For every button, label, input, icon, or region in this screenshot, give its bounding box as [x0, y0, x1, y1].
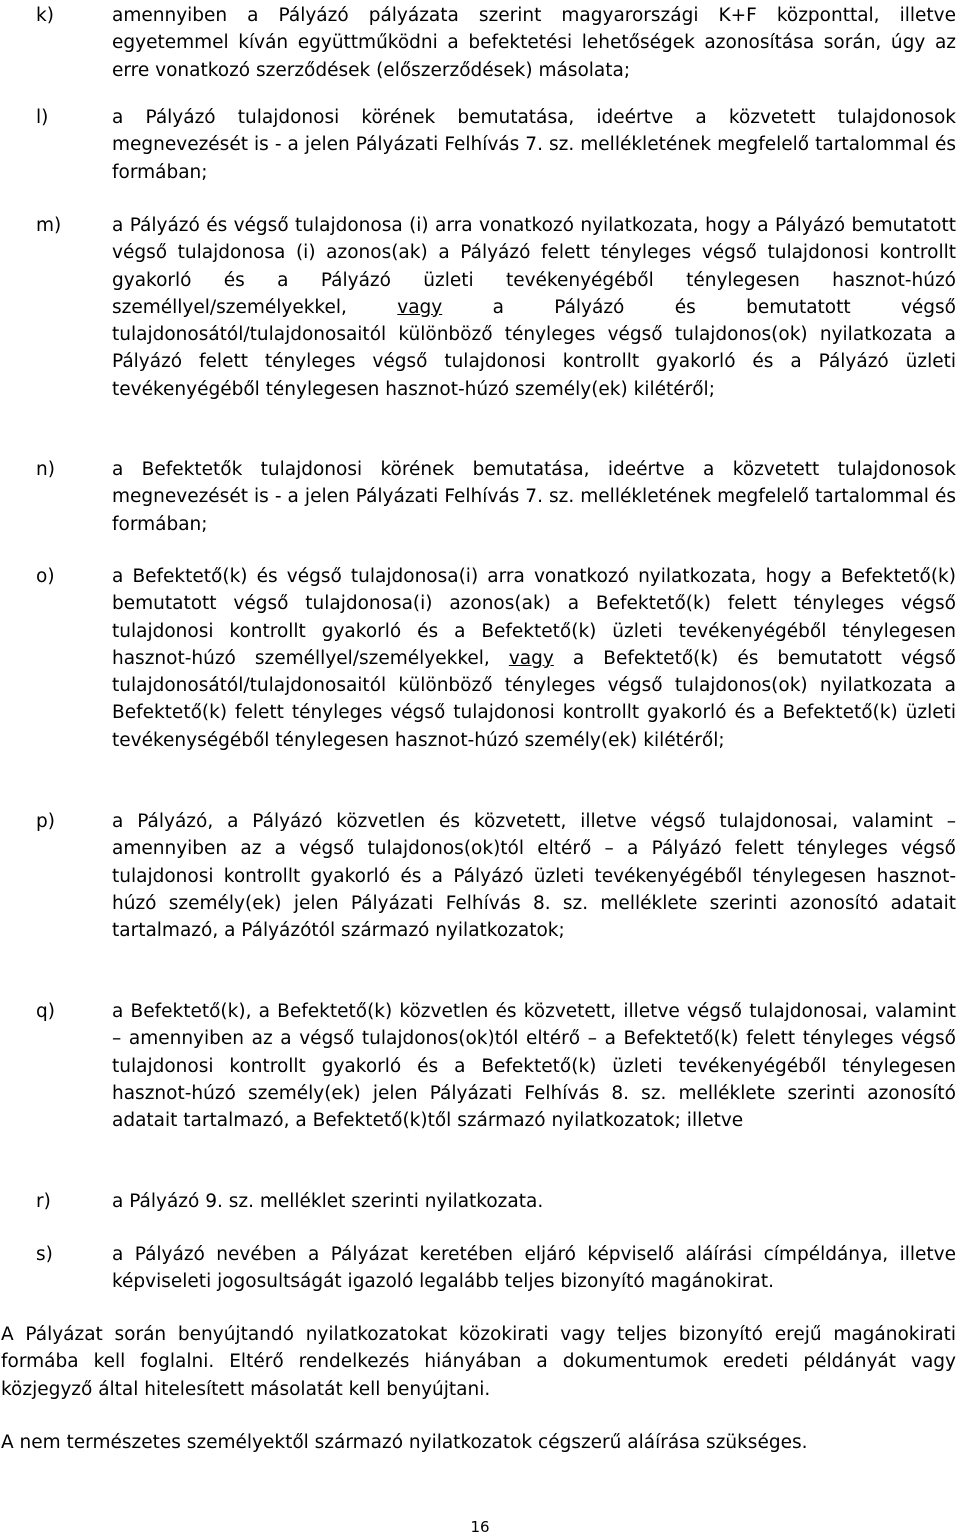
item-text: a Pályázó 9. sz. melléklet szerinti nyilatkozata. — [112, 1191, 544, 1212]
item-text: a Befektető(k), a Befektető(k) közvetlen és közvetett, illetve végső tulajdonosai, valamint – amennyiben az a végső tulajdonos(ok)tól eltérő – a Befektető(k) felett tényleges végső tulajdonosi kontrollt gyakorló és a Befektető(k) üzleti tevékenyégéből ténylegesen hasznot-húzó személy(ek) jelen Pályázati Felhívás 8. sz. melléklete szerinti azonosító adatait tartalmazó, a Befektető(k)től származó nyilatkozatok; illetve — [112, 1001, 956, 1132]
item-label: p) — [36, 811, 55, 832]
item-text: a Befektetők tulajdonosi körének bemutatása, ideértve a közvetett tulajdonosok megnevezését is - a jelen Pályázati Felhívás 7. sz. mellékletének megfelelő tartalommal és formában; — [112, 459, 956, 535]
item-label: k) — [36, 5, 54, 26]
item-label: q) — [36, 1001, 55, 1022]
emphasis-underline: vagy — [397, 296, 443, 318]
page-number: 16 — [470, 1518, 490, 1536]
item-text: amennyiben a Pályázó pályázata szerint magyarországi K+F központtal, illetve egyetemmel kíván együttműködni a befektetési lehetőségek azonosítása során, úgy az erre vonatkozó szerződések (előszerződések) másolata; — [112, 5, 956, 81]
item-label: l) — [36, 107, 49, 128]
item-label: o) — [36, 566, 55, 587]
item-label: r) — [36, 1191, 51, 1212]
item-label: m) — [36, 215, 62, 236]
item-text: a Pályázó tulajdonosi körének bemutatása, ideértve a közvetett tulajdonosok megnevezését is - a jelen Pályázati Felhívás 7. sz. mellékletének megfelelő tartalommal és formában; — [112, 107, 956, 183]
item-label: n) — [36, 459, 55, 480]
item-text: a Befektető(k) és végső tulajdonosa(i) arra vonatkozó nyilatkozata, hogy a Befektető(k) bemutatott végső tulajdonosa(i) azonos(ak) a Befektető(k) felett tényleges végső tulajdonosi kontrollt gyakorló és a Befektető(k) üzleti tevékenyégéből ténylegesen hasznot-húzó személlyel/személyekkel, vagy a Befektető(k) és bemutatott végső tulajdonosától/tulajdonosaitól különböző tényleges végső tulajdonos(ok) nyilatkozata a Befektető(k) felett tényleges végső tulajdonosi kontrollt gyakorló és a Befektető(k) üzleti tevékenységéből ténylegesen hasznot-húzó személy(ek) kilétéről; — [112, 566, 957, 751]
closing-paragraph-submission: A Pályázat során benyújtandó nyilatkozatokat közokirati vagy teljes bizonyító erejű magánokirati formába kell foglalni. Eltérő rendelkezés hiányában a dokumentumok eredeti példányát vagy közjegyző által hitelesített másolatát kell benyújtani. — [1, 1324, 956, 1400]
item-label: s) — [36, 1244, 53, 1265]
emphasis-underline: vagy — [508, 647, 554, 669]
item-text: a Pályázó és végső tulajdonosa (i) arra vonatkozó nyilatkozata, hogy a Pályázó bemutatott végső tulajdonosa (i) azonos(ak) a Pályázó felett tényleges végső tulajdonosi kontrollt gyakorló és a Pályázó üzleti tevékenyégéből ténylegesen hasznot-húzó személlyel/személyekkel, vagy a Pályázó és bemutatott végső tulajdonosától/tulajdonosaitól különböző tényleges végső tulajdonos(ok) nyilatkozata a Pályázó felett tényleges végső tulajdonosi kontrollt gyakorló és a Pályázó üzleti tevékenyégéből ténylegesen hasznot-húzó személy(ek) kilétéről; — [112, 215, 956, 400]
item-text: a Pályázó nevében a Pályázat keretében eljáró képviselő aláírási címpéldánya, illetve képviseleti jogosultságát igazoló legalább teljes bizonyító magánokirat. — [112, 1244, 956, 1293]
item-text: a Pályázó, a Pályázó közvetlen és közvetett, illetve végső tulajdonosai, valamint – amennyiben az a végső tulajdonos(ok)tól eltérő – a Pályázó felett tényleges végső tulajdonosi kontrollt gyakorló és a Pályázó üzleti tevékenyégéből ténylegesen hasznot-húzó személy(ek) jelen Pályázati Felhívás 8. sz. melléklete szerinti azonosító adatait tartalmazó, a Pályázótól származó nyilatkozatok; — [112, 811, 956, 942]
closing-paragraph-signature: A nem természetes személyektől származó nyilatkozatok cégszerű aláírása szükséges. — [1, 1432, 808, 1453]
